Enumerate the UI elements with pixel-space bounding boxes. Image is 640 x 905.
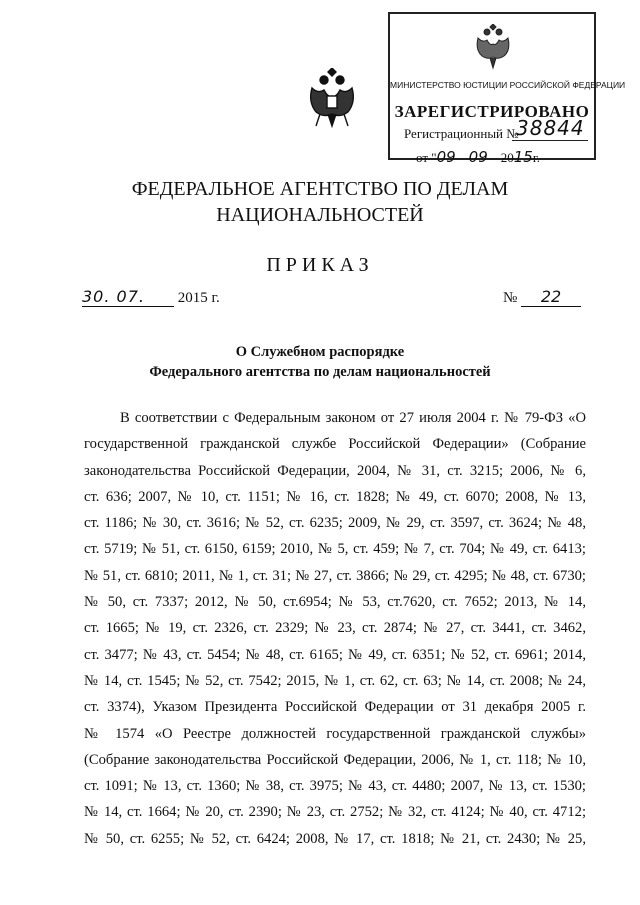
stamp-date-line <box>416 148 540 166</box>
order-subject-line-2: Федерального агентства по делам национальностей <box>149 364 491 380</box>
order-body <box>84 405 586 852</box>
body-line: ст. 636; 2007, № 10, ст. 1151; № 16, ст. 1828; № 49, ст. 6070; 2008, № 13, <box>84 488 586 505</box>
body-line: законодательства Российской Федерации, 2004, № 31, ст. 3215; 2006, № 6, <box>84 462 586 479</box>
body-line: ст. 5719; № 51, ст. 6150, 6159; 2010, № 5, ст. 459; № 7, ст. 704; № 49, ст. 6413; <box>84 541 586 558</box>
agency-name-line-1: ФЕДЕРАЛЬНОЕ АГЕНТСТВО ПО ДЕЛАМ <box>131 178 509 200</box>
order-year: 2015 г. <box>177 290 220 306</box>
body-line: ст. 1091; № 13, ст. 1360; № 38, ст. 3975; № 43, ст. 4480; 2007, № 13, ст. 1530; <box>84 778 586 795</box>
stamp-month: 09 <box>468 148 488 166</box>
stamp-registered-title: ЗАРЕГИСТРИРОВАНО <box>394 102 590 121</box>
body-line: № 50, ст. 6255; № 52, ст. 6424; 2008, № 17, ст. 1818; № 21, ст. 2430; № 25, <box>84 830 586 847</box>
stamp-date-prefix: от " <box>416 150 437 165</box>
body-line: ст. 3477; № 43, ст. 5454; № 48, ст. 6165; № 49, ст. 6351; № 52, ст. 6961; 2014, <box>84 646 586 663</box>
order-date-handwritten: 30. 07. <box>82 287 174 307</box>
registration-stamp <box>388 12 626 166</box>
stamp-number-underline <box>512 140 588 141</box>
order-number-handwritten: 22 <box>521 287 581 307</box>
stamp-year-unit: г. <box>532 150 540 165</box>
stamp-day: 09 <box>436 148 456 166</box>
agency-name <box>0 176 640 228</box>
coat-of-arms-emblem <box>306 68 358 130</box>
body-line: В соответствии с Федеральным законом от 27 июля 2004 г. № 79-ФЗ «О <box>120 410 586 426</box>
stamp-reg-number: 38844 <box>516 116 585 140</box>
body-line: ст. 1186; № 30, ст. 3616; № 52, ст. 6235; 2009, № 29, ст. 3597, ст. 3624; № 48, <box>84 515 586 532</box>
body-line: № 1574 «О Реестре должностей государственной гражданской службы» <box>84 725 586 742</box>
order-subject <box>0 342 640 382</box>
body-line: (Собрание законодательства Российской Федерации, 2006, № 1, ст. 118; № 10, <box>84 751 586 768</box>
order-number <box>503 287 581 307</box>
body-line: ст. 3374), Указом Президента Российской Федерации от 31 декабря 2005 г. <box>84 699 586 716</box>
stamp-year-suffix: 15 <box>513 148 533 166</box>
order-date <box>82 287 220 307</box>
order-subject-line-1: О Служебном распорядке <box>235 344 405 360</box>
stamp-coat-of-arms-icon <box>474 24 512 70</box>
body-line: № 51, ст. 6810; 2011, № 1, ст. 31; № 27, ст. 3866; № 29, ст. 4295; № 48, ст. 6730; <box>84 567 586 584</box>
agency-name-line-2: НАЦИОНАЛЬНОСТЕЙ <box>216 204 424 226</box>
order-number-label: № <box>503 290 518 306</box>
body-line: ст. 1665; № 19, ст. 2326, ст. 2329; № 23, ст. 2874; № 27, ст. 3441, ст. 3462, <box>84 620 586 637</box>
body-line: № 14, ст. 1545; № 52, ст. 7542; 2015, № 1, ст. 62, ст. 63; № 14, ст. 2008; № 24, <box>84 672 586 689</box>
body-line: государственной гражданской службе Российской Федерации» (Собрание <box>84 436 586 453</box>
stamp-ministry-name: МИНИСТЕРСТВО ЮСТИЦИИ РОССИЙСКОЙ ФЕДЕРАЦИИ <box>390 80 626 90</box>
document-type-title: ПРИКАЗ <box>266 254 374 276</box>
body-line: № 14, ст. 1664; № 20, ст. 2390; № 23, ст. 2752; № 32, ст. 4124; № 40, ст. 4712; <box>84 804 586 821</box>
stamp-year-prefix: 20 <box>500 150 514 165</box>
body-line: № 50, ст. 7337; 2012, № 50, ст.6954; № 53, ст.7620, ст. 7652; 2013, № 14, <box>84 594 586 611</box>
stamp-reg-label: Регистрационный № <box>404 126 519 141</box>
